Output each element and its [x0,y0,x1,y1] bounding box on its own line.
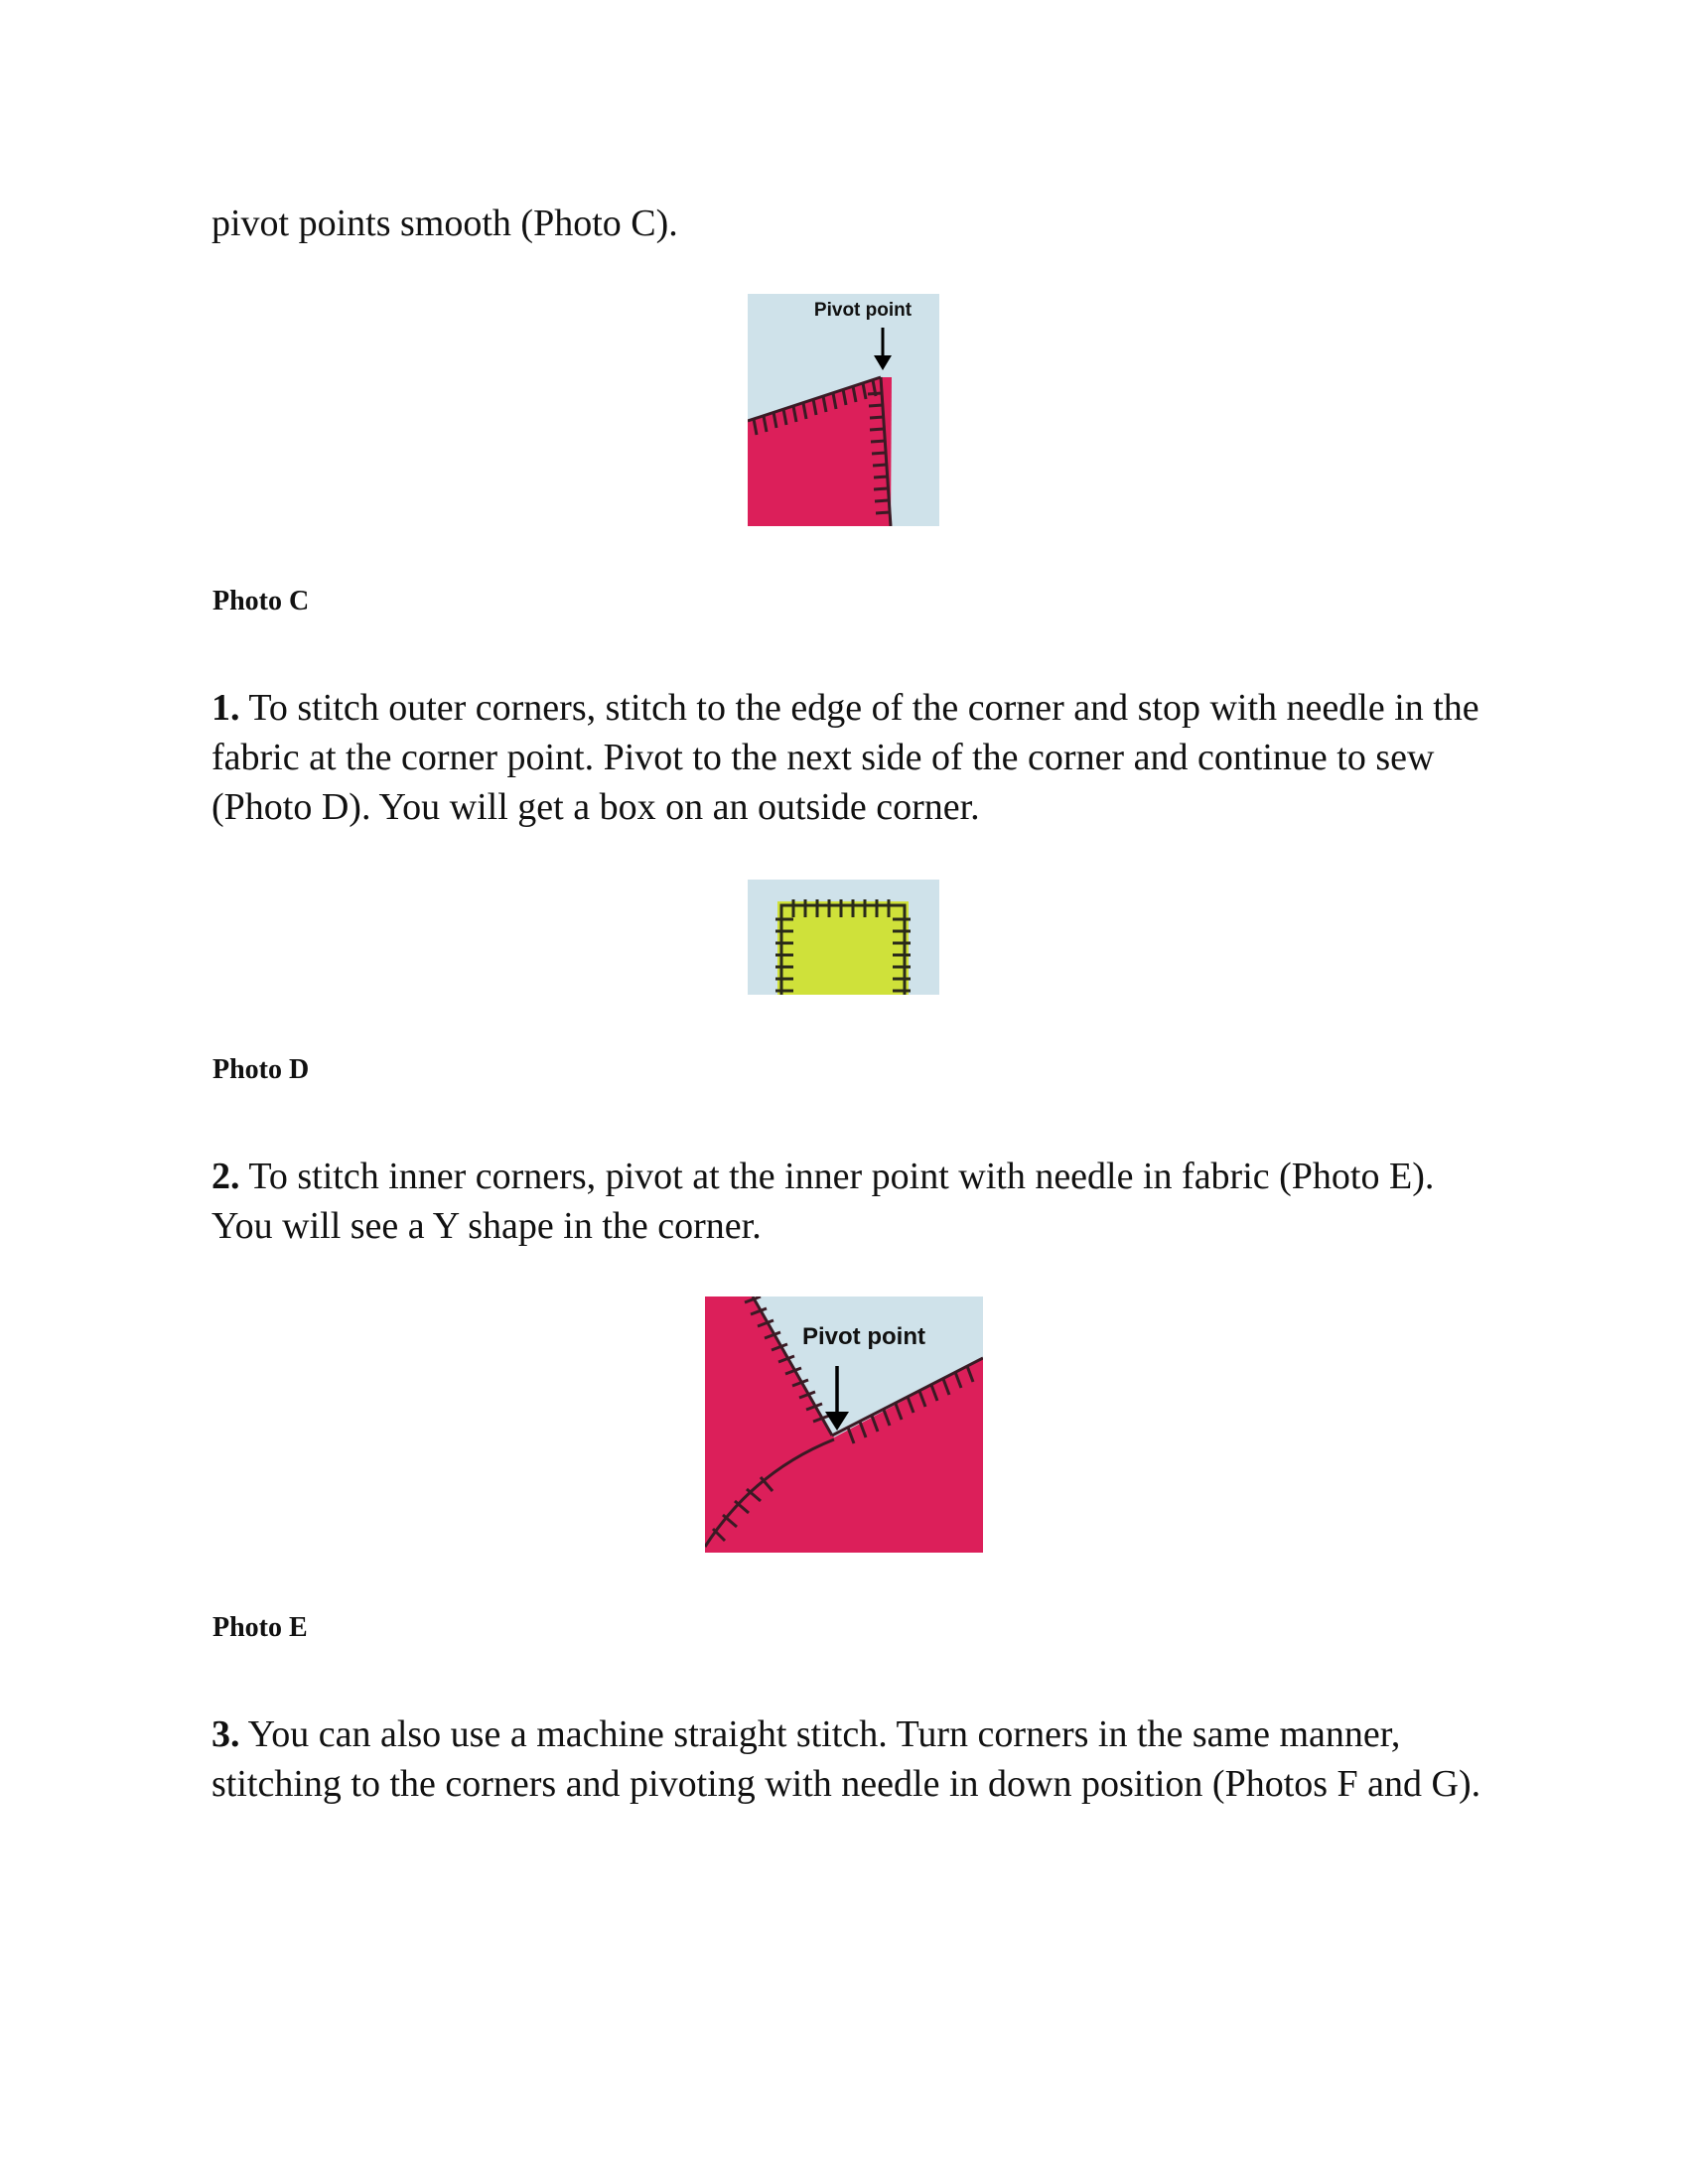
intro-text: pivot points smooth (Photo C). [211,203,678,244]
photo-c-label: Pivot point [813,300,913,321]
step-2-number: 2. [211,1156,240,1197]
photo-e-label: Pivot point [802,1323,925,1350]
step-1-text: To stitch outer corners, stitch to the edge of the corner and stop with needle in the fabric at the corner point. Pivot to the next side of the corner and continue to sew (Photo D). You will get a box on an outside corner. [211,687,1479,828]
photo-c-image [748,294,939,526]
step-1-number: 1. [211,687,240,729]
photo-e-image [705,1297,983,1553]
photo-d-caption: Photo D [212,1054,310,1085]
step-3-paragraph [211,1709,1502,1809]
photo-c-caption: Photo C [212,586,310,616]
step-2-text: To stitch inner corners, pivot at the inner point with needle in fabric (Photo E). You will see a Y shape in the corner. [211,1156,1435,1247]
photo-d-image [748,880,939,995]
step-3-number: 3. [211,1713,240,1755]
step-3-text: You can also use a machine straight stitch. Turn corners in the same manner, stitching to the corners and pivoting with needle in down position (Photos F and G). [211,1713,1481,1805]
step-2-paragraph [211,1152,1502,1251]
step-1-paragraph [211,683,1502,832]
photo-e-caption: Photo E [212,1612,308,1643]
